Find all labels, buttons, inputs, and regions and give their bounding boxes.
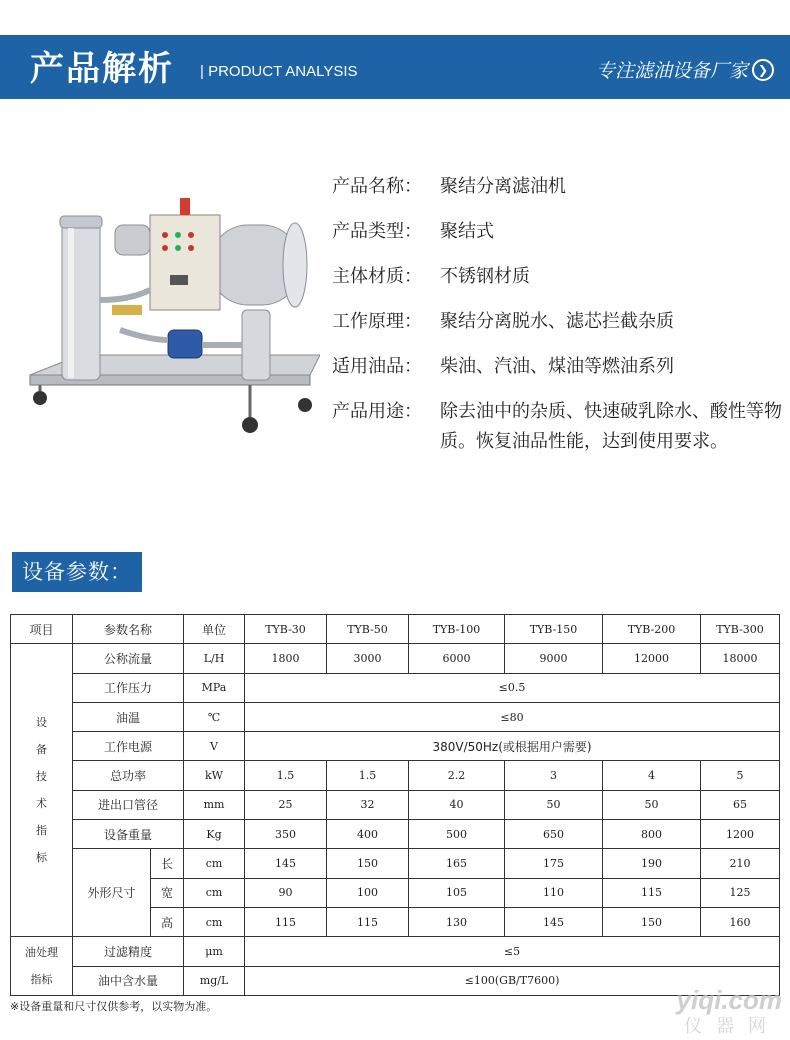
param-name: 外形尺寸 <box>73 849 151 937</box>
cell-value: 40 <box>409 790 505 819</box>
cell-value: 150 <box>327 849 409 878</box>
table-row <box>11 849 780 878</box>
product-info-list <box>332 172 782 472</box>
header-unit: 单位 <box>184 615 245 644</box>
table-header-row <box>11 615 780 644</box>
cell-value: 3000 <box>327 644 409 673</box>
info-row-type <box>332 217 782 247</box>
cell-value: 115 <box>327 907 409 936</box>
watermark-logo-cn: 仪器网 <box>684 1016 780 1037</box>
product-image <box>20 180 320 440</box>
cell-value: 150 <box>603 907 701 936</box>
table-row <box>11 790 780 819</box>
header-param-name: 参数名称 <box>73 615 184 644</box>
cell-value: 800 <box>603 820 701 849</box>
cell-value: 380V/50Hz(或根据用户需要) <box>245 732 780 761</box>
param-unit: V <box>184 732 245 761</box>
param-name: 总功率 <box>73 761 184 790</box>
param-unit: ℃ <box>184 702 245 731</box>
group-equipment-specs: 设 备 技 术 指 标 <box>11 644 73 937</box>
header-model: TYB-50 <box>327 615 409 644</box>
chevron-right-circle-icon[interactable]: ❯ <box>752 59 774 81</box>
group-oil-specs: 油处理 指标 <box>11 937 73 996</box>
dimension-label: 长 <box>151 849 184 878</box>
watermark-logo: yiqi.com <box>676 985 782 1015</box>
info-value: 聚结分离滤油机 <box>440 176 566 197</box>
info-value: 柴油、汽油、煤油等燃油系列 <box>440 356 674 377</box>
table-row <box>11 732 780 761</box>
info-label: 工作原理： <box>332 311 422 332</box>
header-model: TYB-30 <box>245 615 327 644</box>
table-row <box>11 644 780 673</box>
info-row-principle <box>332 307 782 337</box>
tagline-link[interactable]: 专注滤油设备厂家 <box>595 60 748 82</box>
cell-value: 50 <box>603 790 701 819</box>
table-row <box>11 820 780 849</box>
info-label: 主体材质： <box>332 266 422 287</box>
section-title: 设备参数： <box>12 552 142 592</box>
param-name: 设备重量 <box>73 820 184 849</box>
info-row-material <box>332 262 782 292</box>
control-box <box>150 215 220 310</box>
filter-cylinder <box>62 220 100 380</box>
cell-value: 1200 <box>701 820 780 849</box>
cell-value: ≤80 <box>245 702 780 731</box>
cell-value: 165 <box>409 849 505 878</box>
cell-value: 12000 <box>603 644 701 673</box>
param-name: 过滤精度 <box>73 937 184 966</box>
cell-value: 175 <box>505 849 603 878</box>
cell-value: 65 <box>701 790 780 819</box>
table-row <box>11 937 780 966</box>
cell-value: 5 <box>701 761 780 790</box>
info-row-name <box>332 172 782 202</box>
cell-value: 25 <box>245 790 327 819</box>
header-banner <box>0 35 790 99</box>
cell-value: ≤0.5 <box>245 673 780 702</box>
table-row <box>11 673 780 702</box>
alarm-light-icon <box>180 198 190 215</box>
cell-value: 2.2 <box>409 761 505 790</box>
header-model: TYB-150 <box>505 615 603 644</box>
info-label: 产品用途： <box>332 401 422 422</box>
info-value: 聚结式 <box>440 221 494 242</box>
cell-value: 110 <box>505 878 603 907</box>
cell-value: 32 <box>327 790 409 819</box>
page-subtitle: | PRODUCT ANALYSIS <box>200 63 358 80</box>
page-title: 产品解析 <box>30 49 174 89</box>
header-model: TYB-300 <box>701 615 780 644</box>
wheel-icon <box>242 417 258 433</box>
info-value: 聚结分离脱水、滤芯拦截杂质 <box>440 311 674 332</box>
info-label: 适用油品： <box>332 356 422 377</box>
cell-value: 1.5 <box>245 761 327 790</box>
cell-value: 145 <box>505 907 603 936</box>
param-unit: L/H <box>184 644 245 673</box>
cell-value: 105 <box>409 878 505 907</box>
param-unit: mg/L <box>184 966 245 995</box>
cell-value: 350 <box>245 820 327 849</box>
footnote: ※设备重量和尺寸仅供参考，以实物为准。 <box>10 1000 218 1013</box>
header-item: 项目 <box>11 615 73 644</box>
cell-value: 400 <box>327 820 409 849</box>
info-row-usage <box>332 397 782 457</box>
param-name: 油中含水量 <box>73 966 184 995</box>
cell-value: 1.5 <box>327 761 409 790</box>
param-unit: Kg <box>184 820 245 849</box>
cell-value: 6000 <box>409 644 505 673</box>
table-row <box>11 761 780 790</box>
cell-value: 18000 <box>701 644 780 673</box>
param-unit: μm <box>184 937 245 966</box>
param-unit: kW <box>184 761 245 790</box>
cell-value: 190 <box>603 849 701 878</box>
cell-value: 90 <box>245 878 327 907</box>
pump-motor <box>168 330 202 358</box>
cell-value: 4 <box>603 761 701 790</box>
cell-value: 145 <box>245 849 327 878</box>
info-label: 产品名称： <box>332 176 422 197</box>
cell-value: 125 <box>701 878 780 907</box>
spec-table <box>10 614 780 996</box>
cell-value: 3 <box>505 761 603 790</box>
param-name: 公称流量 <box>73 644 184 673</box>
cell-value: 1800 <box>245 644 327 673</box>
header-model: TYB-100 <box>409 615 505 644</box>
wheel-icon <box>33 391 47 405</box>
info-row-oil <box>332 352 782 382</box>
param-name: 进出口管径 <box>73 790 184 819</box>
cell-value: ≤100(GB/T7600) <box>245 966 780 995</box>
param-unit: cm <box>184 907 245 936</box>
cell-value: 9000 <box>505 644 603 673</box>
info-value: 除去油中的杂质、快速破乳除水、酸性等物质。恢复油品性能，达到使用要求。 <box>440 401 782 452</box>
cell-value: 50 <box>505 790 603 819</box>
wheel-icon <box>298 398 312 412</box>
dimension-label: 高 <box>151 907 184 936</box>
dimension-label: 宽 <box>151 878 184 907</box>
param-name: 工作压力 <box>73 673 184 702</box>
cell-value: 100 <box>327 878 409 907</box>
cell-value: 115 <box>245 907 327 936</box>
table-row <box>11 702 780 731</box>
param-unit: cm <box>184 849 245 878</box>
cell-value: 130 <box>409 907 505 936</box>
param-unit: cm <box>184 878 245 907</box>
info-label: 产品类型： <box>332 221 422 242</box>
cell-value: 160 <box>701 907 780 936</box>
cell-value: 650 <box>505 820 603 849</box>
info-value: 不锈钢材质 <box>440 266 530 287</box>
header-model: TYB-200 <box>603 615 701 644</box>
cell-value: 500 <box>409 820 505 849</box>
table-row <box>11 966 780 995</box>
param-name: 油温 <box>73 702 184 731</box>
cell-value: 115 <box>603 878 701 907</box>
cell-value: ≤5 <box>245 937 780 966</box>
param-unit: mm <box>184 790 245 819</box>
cell-value: 210 <box>701 849 780 878</box>
param-unit: MPa <box>184 673 245 702</box>
param-name: 工作电源 <box>73 732 184 761</box>
